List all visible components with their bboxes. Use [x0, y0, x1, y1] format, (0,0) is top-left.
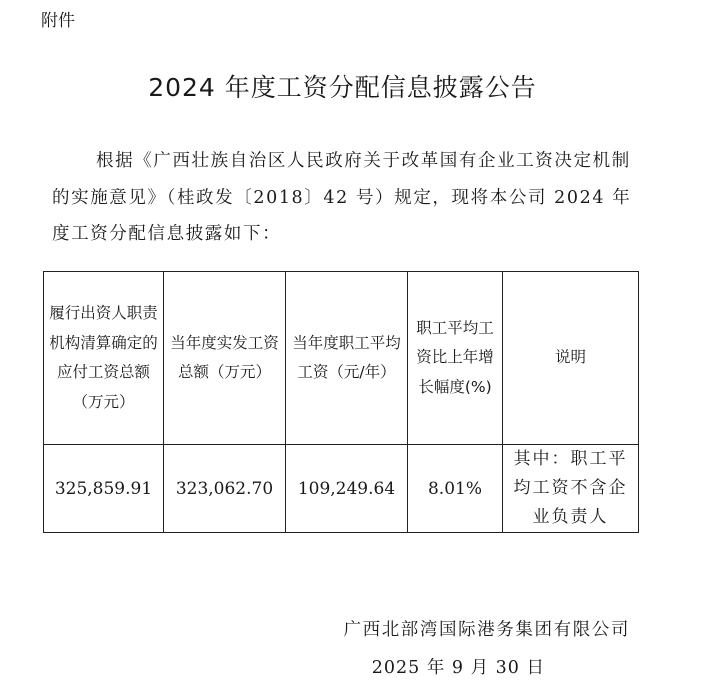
cell-payable-wage-total: 325,859.91 — [44, 445, 164, 533]
company-name: 广西北部湾国际港务集团有限公司 — [343, 620, 630, 640]
intro-paragraph: 根据《广西壮族自治区人民政府关于改革国有企业工资决定机制的实施意见》（桂政发〔2018〕42 号）规定，现将本公司 2024 年度工资分配信息披露如下： — [52, 151, 632, 244]
issue-date: 2025 年 9 月 30 日 — [371, 658, 545, 678]
header-growth-rate: 职工平均工资比上年增长幅度(%) — [408, 272, 503, 445]
header-payable-wage-total: 履行出资人职责机构清算确定的应付工资总额（万元） — [44, 272, 164, 445]
header-note: 说明 — [503, 272, 639, 445]
attachment-label: 附件 — [41, 11, 75, 31]
header-average-wage: 当年度职工平均工资（元/年） — [286, 272, 408, 445]
cell-note: 其中：职工平均工资不含企业负责人 — [503, 445, 639, 533]
cell-average-wage: 109,249.64 — [286, 445, 408, 533]
cell-growth-rate: 8.01% — [408, 445, 503, 533]
table-row — [44, 445, 639, 533]
page-title: 2024 年度工资分配信息披露公告 — [148, 73, 537, 102]
header-actual-wage-total: 当年度实发工资总额（万元） — [164, 272, 286, 445]
wage-disclosure-table — [43, 271, 639, 533]
cell-actual-wage-total: 323,062.70 — [164, 445, 286, 533]
table-header-row — [44, 272, 639, 445]
